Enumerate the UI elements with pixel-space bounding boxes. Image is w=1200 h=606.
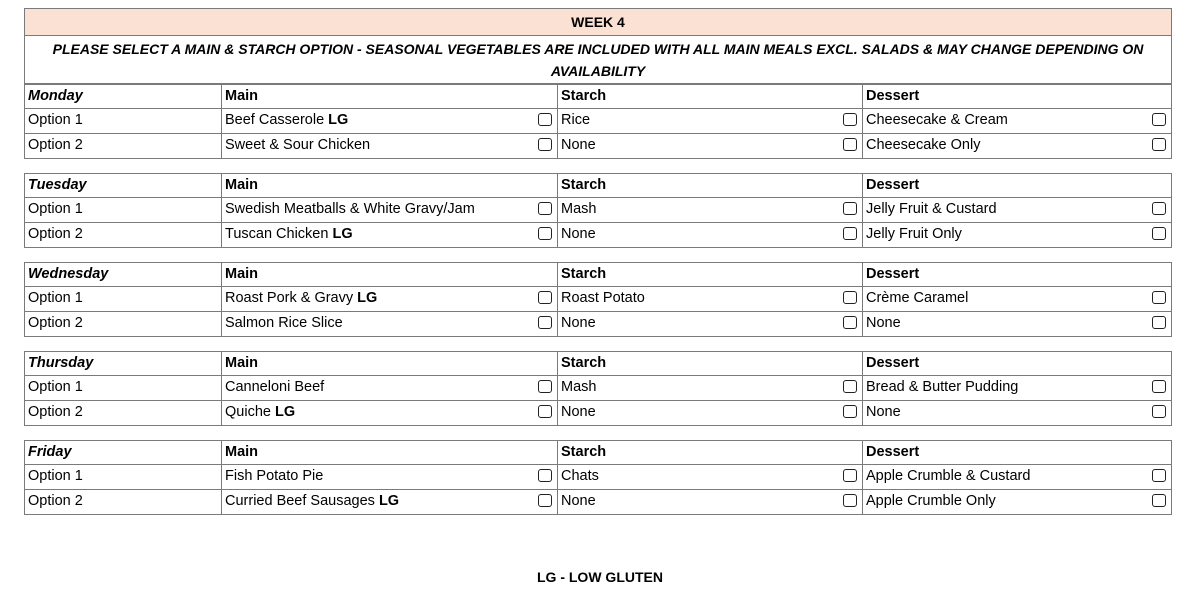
main-checkbox[interactable] xyxy=(538,380,552,393)
day-header-row xyxy=(24,173,1172,198)
main-column-header: Main xyxy=(222,352,558,375)
dessert-option: Crème Caramel xyxy=(866,290,969,306)
main-cell xyxy=(222,401,558,425)
starch-checkbox[interactable] xyxy=(843,138,857,151)
starch-cell xyxy=(558,401,863,425)
starch-checkbox[interactable] xyxy=(843,227,857,240)
option-row xyxy=(24,223,1172,248)
starch-cell xyxy=(558,490,863,514)
dessert-option: Cheesecake Only xyxy=(866,137,981,153)
option-row xyxy=(24,401,1172,426)
low-gluten-tag: LG xyxy=(274,404,296,420)
starch-checkbox[interactable] xyxy=(843,291,857,304)
starch-cell xyxy=(558,287,863,311)
option-label: Option 2 xyxy=(25,401,222,425)
main-column-header: Main xyxy=(222,441,558,464)
dessert-checkbox[interactable] xyxy=(1152,227,1166,240)
dessert-option: Jelly Fruit & Custard xyxy=(866,201,997,217)
main-checkbox[interactable] xyxy=(538,202,552,215)
day-name: Monday xyxy=(25,85,222,108)
dessert-column-header: Dessert xyxy=(866,444,920,460)
day-header-row xyxy=(24,262,1172,287)
starch-cell xyxy=(558,109,863,133)
dessert-checkbox[interactable] xyxy=(1152,291,1166,304)
day-name: Friday xyxy=(25,441,222,464)
starch-checkbox[interactable] xyxy=(843,494,857,507)
dessert-cell xyxy=(863,287,1171,311)
option-label: Option 1 xyxy=(25,287,222,311)
day-block-thursday xyxy=(24,351,1172,426)
selection-instructions: PLEASE SELECT A MAIN & STARCH OPTION - SEASONAL VEGETABLES ARE INCLUDED WITH ALL MAIN MEALS EXCL. SALADS & MAY CHANGE DEPENDING ON AVAILABILITY xyxy=(25,36,1171,84)
main-checkbox[interactable] xyxy=(538,227,552,240)
day-spacer xyxy=(24,248,1172,262)
day-spacer xyxy=(24,337,1172,351)
dessert-column-header: Dessert xyxy=(866,177,920,193)
main-cell xyxy=(222,109,558,133)
starch-column-header: Starch xyxy=(558,352,863,375)
option-label: Option 2 xyxy=(25,490,222,514)
option-row xyxy=(24,287,1172,312)
option-label: Option 2 xyxy=(25,134,222,158)
main-checkbox[interactable] xyxy=(538,113,552,126)
starch-checkbox[interactable] xyxy=(843,405,857,418)
main-checkbox[interactable] xyxy=(538,405,552,418)
dessert-cell xyxy=(863,401,1171,425)
low-gluten-tag: LG xyxy=(357,290,378,306)
main-checkbox[interactable] xyxy=(538,494,552,507)
starch-option: Roast Potato xyxy=(561,290,645,306)
main-cell xyxy=(222,198,558,222)
dessert-column-header: Dessert xyxy=(866,88,920,104)
day-name: Tuesday xyxy=(25,174,222,197)
starch-checkbox[interactable] xyxy=(843,380,857,393)
starch-cell xyxy=(558,198,863,222)
main-checkbox[interactable] xyxy=(538,469,552,482)
days-container xyxy=(24,84,1172,515)
main-checkbox[interactable] xyxy=(538,316,552,329)
main-checkbox[interactable] xyxy=(538,138,552,151)
starch-cell xyxy=(558,465,863,489)
dessert-checkbox[interactable] xyxy=(1152,380,1166,393)
main-dish: Beef Casserole xyxy=(225,112,329,128)
main-dish: Swedish Meatballs & White Gravy/Jam xyxy=(225,201,475,217)
main-dish: Roast Pork & Gravy xyxy=(225,290,358,306)
low-gluten-tag: LG xyxy=(328,112,349,128)
option-row xyxy=(24,376,1172,401)
dessert-option: Apple Crumble & Custard xyxy=(866,468,1031,484)
menu-header xyxy=(24,8,1172,84)
starch-option: None xyxy=(561,493,596,509)
starch-option: None xyxy=(561,315,596,331)
dessert-option: None xyxy=(866,315,901,331)
option-label: Option 1 xyxy=(25,376,222,400)
dessert-option: Jelly Fruit Only xyxy=(866,226,962,242)
starch-column-header: Starch xyxy=(558,263,863,286)
day-spacer xyxy=(24,159,1172,173)
dessert-column-header: Dessert xyxy=(866,355,920,371)
day-header-row xyxy=(24,84,1172,109)
starch-option: Rice xyxy=(561,112,591,128)
main-dish: Fish Potato Pie xyxy=(225,468,324,484)
main-checkbox[interactable] xyxy=(538,291,552,304)
main-cell xyxy=(222,465,558,489)
day-block-friday xyxy=(24,440,1172,515)
option-label: Option 1 xyxy=(25,465,222,489)
dessert-column-header: Dessert xyxy=(866,266,920,282)
starch-column-header: Starch xyxy=(558,85,863,108)
starch-option: Chats xyxy=(561,468,599,484)
legend-note: LG - LOW GLUTEN xyxy=(537,569,663,585)
option-label: Option 1 xyxy=(25,198,222,222)
starch-checkbox[interactable] xyxy=(843,113,857,126)
option-label: Option 2 xyxy=(25,312,222,336)
dessert-cell xyxy=(863,490,1171,514)
option-row xyxy=(24,198,1172,223)
dessert-cell xyxy=(863,198,1171,222)
dessert-checkbox[interactable] xyxy=(1152,494,1166,507)
starch-cell xyxy=(558,223,863,247)
main-dish: Sweet & Sour Chicken xyxy=(225,137,371,153)
day-name: Wednesday xyxy=(25,263,222,286)
dessert-option: Bread & Butter Pudding xyxy=(866,379,1019,395)
option-row xyxy=(24,134,1172,159)
starch-cell xyxy=(558,376,863,400)
dessert-cell xyxy=(863,109,1171,133)
main-cell xyxy=(222,223,558,247)
dessert-cell xyxy=(863,223,1171,247)
starch-option: None xyxy=(561,137,596,153)
week-title: WEEK 4 xyxy=(25,9,1171,36)
main-column-header: Main xyxy=(222,174,558,197)
low-gluten-tag: LG xyxy=(332,226,353,242)
menu-sheet xyxy=(24,8,1172,515)
main-cell xyxy=(222,376,558,400)
starch-option: Mash xyxy=(561,201,597,217)
dessert-cell xyxy=(863,312,1171,336)
main-dish: Salmon Rice Slice xyxy=(225,315,343,331)
main-dish: Quiche xyxy=(225,404,275,420)
starch-cell xyxy=(558,312,863,336)
main-cell xyxy=(222,490,558,514)
starch-column-header: Starch xyxy=(558,441,863,464)
main-dish: Curried Beef Sausages xyxy=(225,493,379,509)
option-row xyxy=(24,465,1172,490)
day-spacer xyxy=(24,426,1172,440)
starch-option: None xyxy=(561,226,596,242)
dessert-checkbox[interactable] xyxy=(1152,469,1166,482)
dessert-checkbox[interactable] xyxy=(1152,138,1166,151)
day-header-row xyxy=(24,440,1172,465)
option-row xyxy=(24,109,1172,134)
main-cell xyxy=(222,287,558,311)
dessert-checkbox[interactable] xyxy=(1152,113,1166,126)
day-block-tuesday xyxy=(24,173,1172,248)
low-gluten-tag: LG xyxy=(378,493,400,509)
day-header-row xyxy=(24,351,1172,376)
dessert-option: Apple Crumble Only xyxy=(866,493,996,509)
day-name: Thursday xyxy=(25,352,222,375)
dessert-cell xyxy=(863,134,1171,158)
main-dish: Canneloni Beef xyxy=(225,379,325,395)
dessert-checkbox[interactable] xyxy=(1152,316,1166,329)
main-cell xyxy=(222,312,558,336)
starch-option: Mash xyxy=(561,379,597,395)
starch-checkbox[interactable] xyxy=(843,202,857,215)
dessert-cell xyxy=(863,376,1171,400)
option-label: Option 1 xyxy=(25,109,222,133)
main-cell xyxy=(222,134,558,158)
starch-checkbox[interactable] xyxy=(843,316,857,329)
main-dish: Tuscan Chicken xyxy=(225,226,333,242)
day-block-wednesday xyxy=(24,262,1172,337)
dessert-checkbox[interactable] xyxy=(1152,202,1166,215)
starch-cell xyxy=(558,134,863,158)
option-label: Option 2 xyxy=(25,223,222,247)
starch-checkbox[interactable] xyxy=(843,469,857,482)
day-block-monday xyxy=(24,84,1172,159)
dessert-cell xyxy=(863,465,1171,489)
starch-option: None xyxy=(561,404,596,420)
main-column-header: Main xyxy=(222,263,558,286)
starch-column-header: Starch xyxy=(558,174,863,197)
dessert-option: Cheesecake & Cream xyxy=(866,112,1008,128)
dessert-option: None xyxy=(866,404,901,420)
option-row xyxy=(24,490,1172,515)
main-column-header: Main xyxy=(222,85,558,108)
option-row xyxy=(24,312,1172,337)
dessert-checkbox[interactable] xyxy=(1152,405,1166,418)
